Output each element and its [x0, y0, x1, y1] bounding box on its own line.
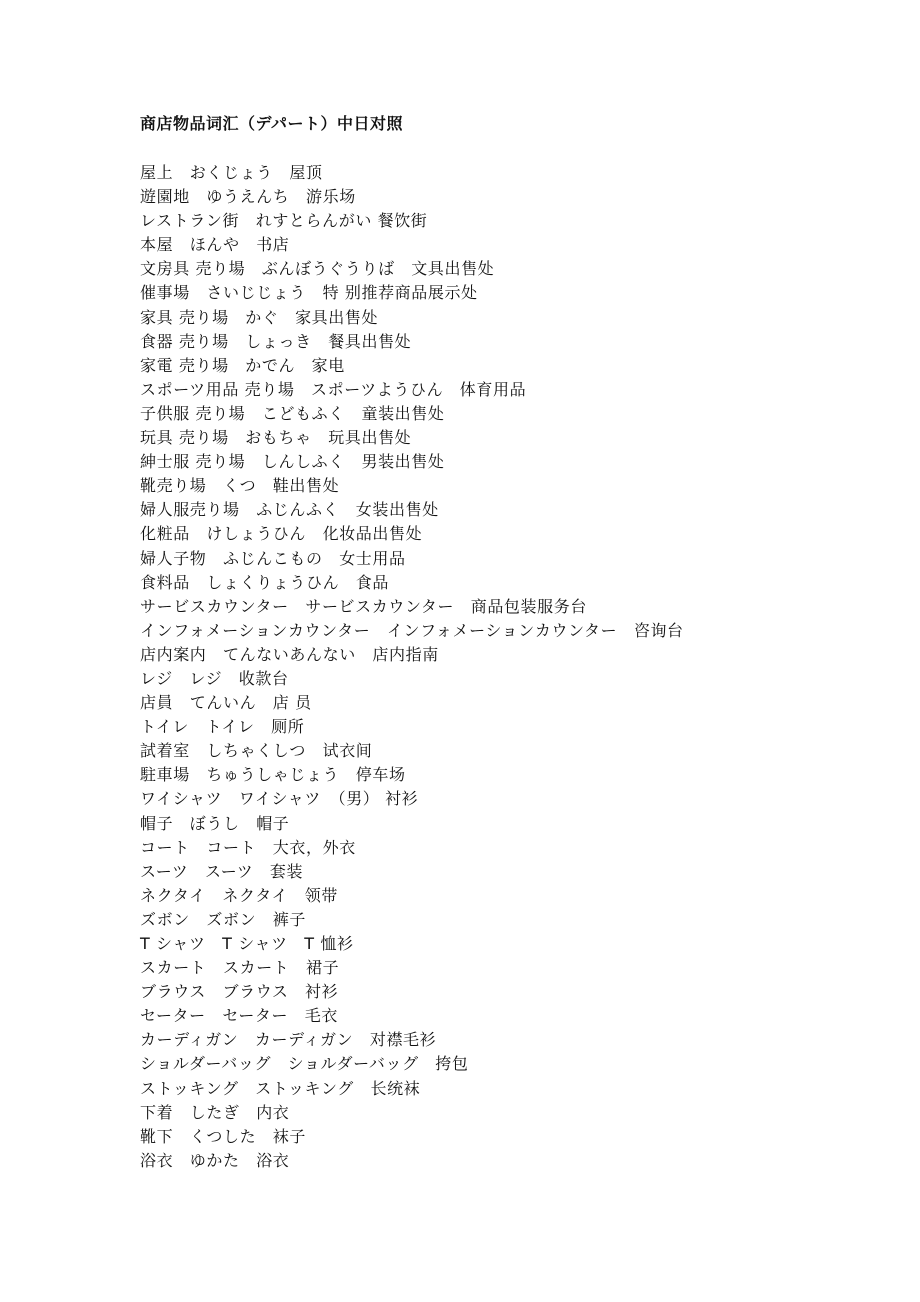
vocab-entry: ブラウス ブラウス 衬衫: [140, 982, 339, 1002]
vocab-entry: セーター セーター 毛衣: [140, 1006, 338, 1026]
vocab-entry: 婦人服売り場 ふじんふく 女装出售处: [140, 500, 439, 520]
vocab-entry: 試着室 しちゃくしつ 试衣间: [140, 741, 373, 761]
vocab-entry: ショルダーバッグ ショルダーバッグ 挎包: [140, 1054, 469, 1074]
vocab-entry: 下着 したぎ 内衣: [140, 1102, 290, 1122]
vocab-entry: 駐車場 ちゅうしゃじょう 停车场: [140, 765, 406, 785]
vocab-entry: 屋上 おくじょう 屋顶: [140, 163, 323, 182]
vocab-entry: 食器 売り場 しょっき 餐具出售处: [140, 331, 412, 351]
vocab-entry: トイレ トイレ 厕所: [140, 717, 305, 737]
vocab-entry: 遊園地 ゆうえんち 游乐场: [140, 187, 356, 207]
vocab-entry: 本屋 ほんや 书店: [140, 235, 290, 255]
vocab-entry: レジ レジ 收款台: [140, 668, 289, 688]
vocab-entry: ワイシャツ ワイシャツ （男） 衬衫: [140, 789, 419, 809]
vocab-entry: 婦人子物 ふじんこもの 女士用品: [140, 548, 406, 568]
vocab-entry: インフォメーションカウンター インフォメーションカウンター 咨询台: [140, 620, 684, 640]
vocab-entry: ズボン ズボン 裤子: [140, 909, 307, 929]
vocab-entry: 文房具 売り場 ぶんぼうぐうりば 文具出售处: [140, 259, 495, 279]
vocab-entry: T シャツ T シャツ T 恤衫: [140, 934, 354, 953]
vocab-list: [140, 161, 684, 1173]
vocab-entry: レストラン街 れすとらんがい 餐饮街: [140, 211, 428, 231]
vocab-entry: 食料品 しょくりょうひん 食品: [140, 572, 390, 592]
vocab-entry: 子供服 売り場 こどもふく 童装出售处: [140, 403, 445, 423]
vocab-entry: 紳士服 売り場 しんしふく 男装出售处: [140, 452, 445, 472]
vocab-entry: スポーツ用品 売り場 スポーツようひん 体育用品: [140, 379, 527, 399]
vocab-entry: 玩具 売り場 おもちゃ 玩具出售处: [140, 428, 412, 448]
document-title: 商店物品词汇（デパート）中日对照: [140, 114, 404, 133]
vocab-entry: 靴下 くつした 袜子: [140, 1126, 307, 1146]
vocab-entry: 家具 売り場 かぐ 家具出售处: [140, 307, 379, 327]
vocab-entry: 家電 売り場 かでん 家电: [140, 355, 345, 375]
vocab-entry: ストッキング ストッキング 长统袜: [140, 1078, 421, 1098]
vocab-entry: カーディガン カーディガン 对襟毛衫: [140, 1030, 437, 1050]
vocab-entry: スーツ スーツ 套装: [140, 861, 304, 881]
vocab-entry: 浴衣 ゆかた 浴衣: [140, 1150, 290, 1170]
vocab-entry: 帽子 ぼうし 帽子: [140, 813, 290, 833]
vocab-entry: 催事場 さいじじょう 特 别推荐商品展示处: [140, 283, 478, 303]
vocab-entry: 靴売り場 くつ 鞋出售处: [140, 476, 340, 496]
vocab-entry: 店内案内 てんないあんない 店内指南: [140, 644, 439, 664]
vocab-entry: 化粧品 けしょうひん 化妆品出售处: [140, 524, 423, 544]
vocab-entry: コート コート 大衣，外衣: [140, 837, 356, 857]
vocab-entry: サービスカウンター サービスカウンター 商品包装服务台: [140, 596, 587, 616]
vocab-entry: 店員 てんいん 店 员: [140, 693, 312, 713]
vocab-entry: スカート スカート 裙子: [140, 958, 340, 978]
vocab-entry: ネクタイ ネクタイ 领带: [140, 885, 338, 905]
